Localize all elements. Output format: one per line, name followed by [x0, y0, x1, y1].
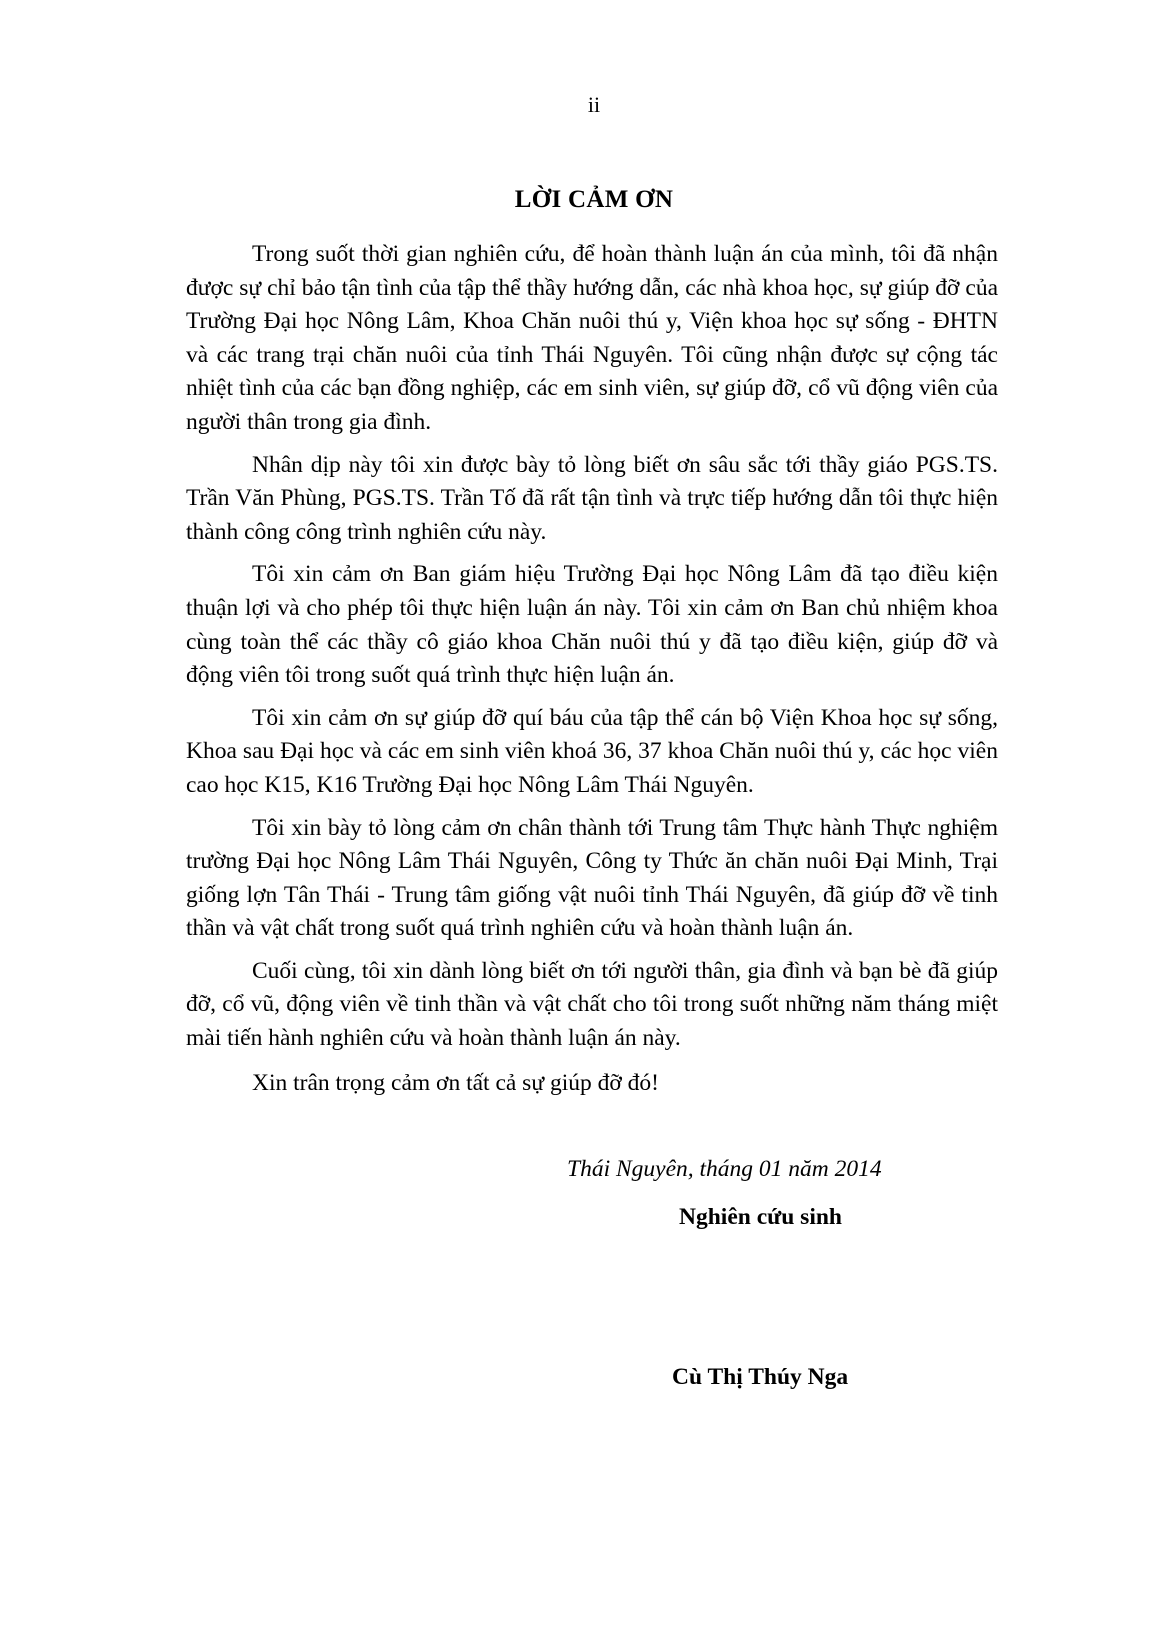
page-number: ii [587, 92, 601, 117]
closing-line: Xin trân trọng cảm ơn tất cả sự giúp đỡ đó! [252, 1069, 659, 1096]
paragraph: Nhân dịp này tôi xin được bày tỏ lòng biết ơn sâu sắc tới thầy giáo PGS.TS. Trần Văn Phùng, PGS.TS. Trần Tố đã rất tận tình và trực tiếp hướng dẫn tôi thực hiện thành công công trình nghiên cứu này. [186, 451, 998, 545]
paragraph: Tôi xin cảm ơn Ban giám hiệu Trường Đại học Nông Lâm đã tạo điều kiện thuận lợi và cho phép tôi thực hiện luận án này. Tôi xin cảm ơn Ban chủ nhiệm khoa cùng toàn thể các thầy cô giáo khoa Chăn nuôi thú y đã tạo điều kiện, giúp đỡ và động viên tôi trong suốt quá trình thực hiện luận án. [186, 561, 998, 689]
paragraph: Tôi xin bày tỏ lòng cảm ơn chân thành tới Trung tâm Thực hành Thực nghiệm trường Đại học Nông Lâm Thái Nguyên, Công ty Thức ăn chăn nuôi Đại Minh, Trại giống lợn Tân Thái - Trung tâm giống vật nuôi tỉnh Thái Nguyên, đã giúp đỡ về tinh thần và vật chất trong suốt quá trình nghiên cứu và hoàn thành luận án. [186, 814, 998, 942]
place-date: Thái Nguyên, tháng 01 năm 2014 [567, 1156, 882, 1182]
author-name: Cù Thị Thúy Nga [672, 1364, 849, 1390]
paragraph: Trong suốt thời gian nghiên cứu, để hoàn thành luận án của mình, tôi đã nhận được sự chỉ bảo tận tình của tập thể thầy hướng dẫn, các nhà khoa học, sự giúp đỡ của Trường Đại học Nông Lâm, Khoa Chăn nuôi thú y, Viện khoa học sự sống - ĐHTN và các trang trại chăn nuôi của tỉnh Thái Nguyên. Tôi cũng nhận được sự cộng tác nhiệt tình của các bạn đồng nghiệp, các em sinh viên, sự giúp đỡ, cổ vũ động viên của người thân trong gia đình. [186, 241, 998, 435]
acknowledgement-body [186, 238, 998, 1100]
page-title: LỜI CẢM ƠN [514, 186, 674, 213]
signature-role: Nghiên cứu sinh [679, 1204, 842, 1230]
paragraph: Cuối cùng, tôi xin dành lòng biết ơn tới người thân, gia đình và bạn bè đã giúp đỡ, cổ vũ, động viên về tinh thần và vật chất cho tôi trong suốt những năm tháng miệt mài tiến hành nghiên cứu và hoàn thành luận án này. [186, 957, 998, 1052]
paragraph: Tôi xin cảm ơn sự giúp đỡ quí báu của tập thể cán bộ Viện Khoa học sự sống, Khoa sau Đại học và các em sinh viên khoá 36, 37 khoa Chăn nuôi thú y, các học viên cao học K15, K16 Trường Đại học Nông Lâm Thái Nguyên. [186, 704, 998, 798]
